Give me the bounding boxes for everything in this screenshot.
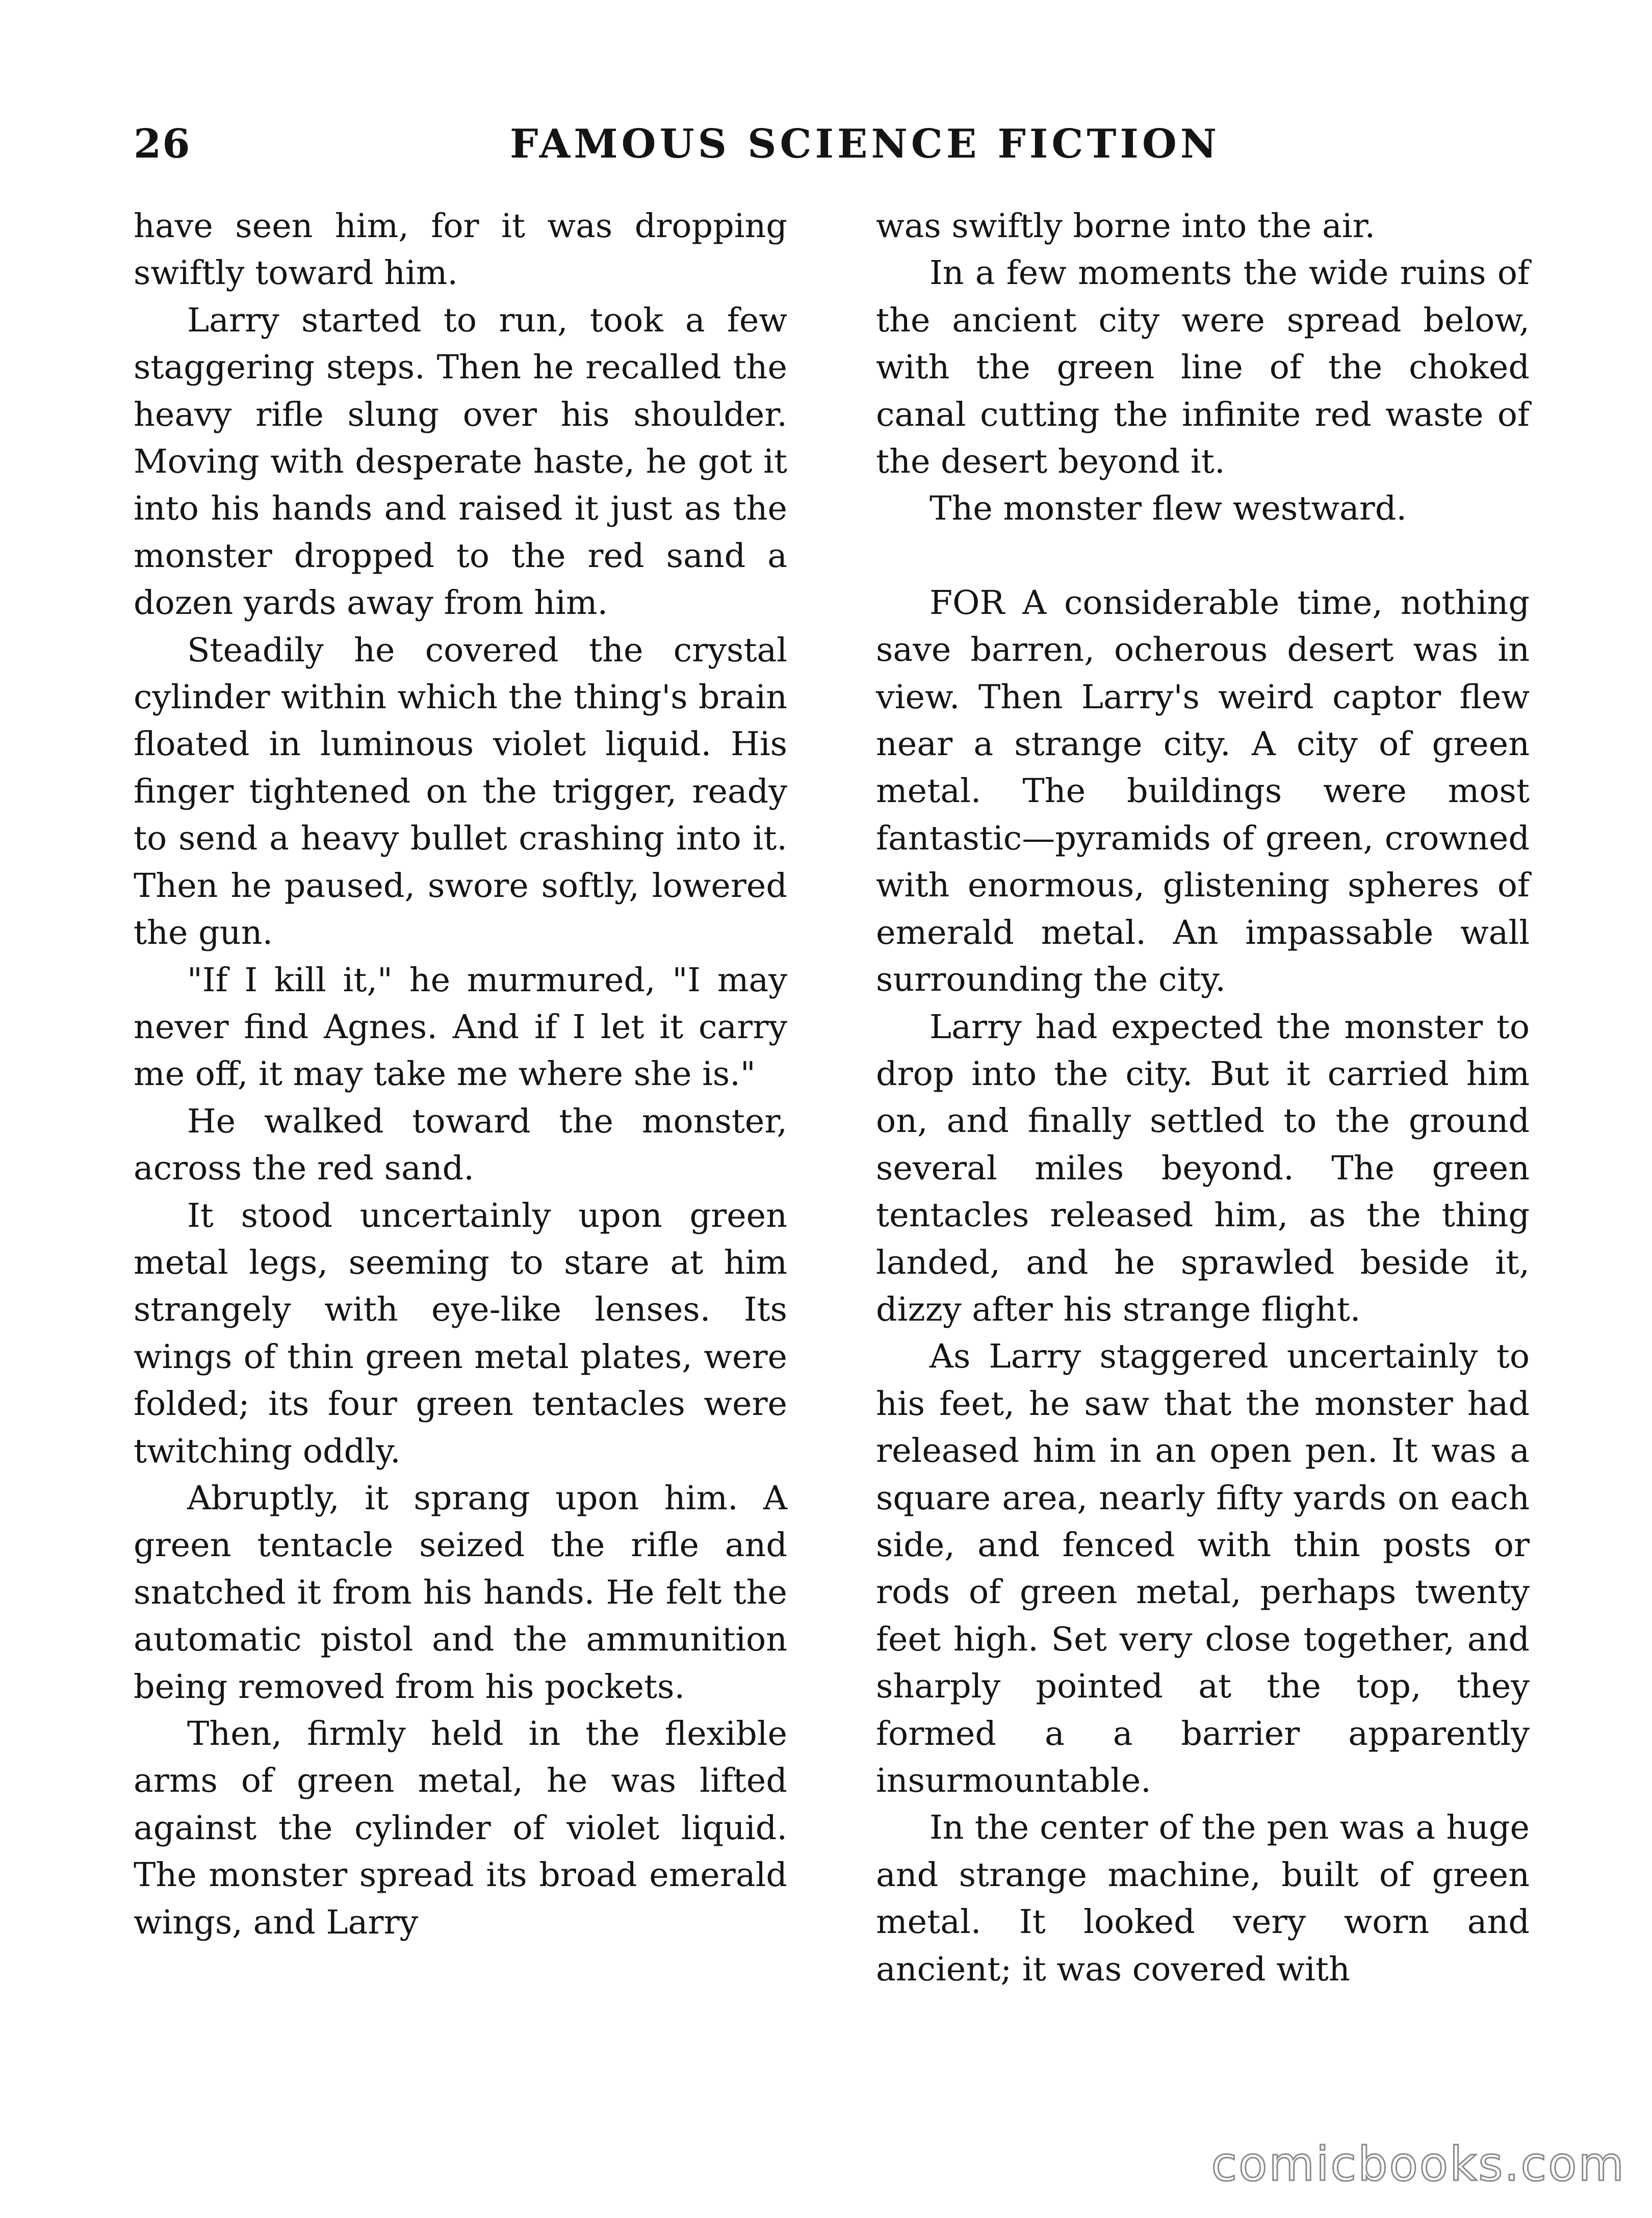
section-opening-paragraph: FOR A considerable time, nothing save barren, ocherous desert was in view. Then Larry's weird captor flew near a strange city. A city of green metal. The buildings were most fantastic—pyramids of green, crowned with enormous, glistening spheres of emerald metal. An impassable wall surrounding the city. [876, 583, 1530, 999]
left-column [134, 203, 787, 1946]
paragraph: Larry had expected the monster to drop into the city. But it carried him on, and finally settled to the ground several miles beyond. The green tentacles released him, as the thing landed, and he sprawled beside it, dizzy after his strange flight. [876, 1008, 1530, 1329]
paragraph: Abruptly, it sprang upon him. A green tentacle seized the rifle and snatched it from his hands. He felt the automatic pistol and the ammunition being removed from his pockets. [134, 1479, 787, 1706]
paragraph: "If I kill it," he murmured, "I may never find Agnes. And if I let it carry me off, it may take me where she is." [134, 961, 787, 1094]
paragraph: Steadily he covered the crystal cylinder within which the thing's brain floated in luminous violet liquid. His finger tightened on the trigger, ready to send a heavy bullet crashing into it. Then he paused, swore softly, lowered the gun. [134, 631, 787, 952]
page-number: 26 [134, 121, 191, 167]
paragraph: have seen him, for it was dropping swiftly toward him. [134, 207, 787, 293]
site-watermark: comicbooks.com [1211, 2137, 1625, 2191]
page-header [134, 116, 1529, 172]
paragraph: The monster flew westward. [930, 489, 1407, 528]
paragraph: In the center of the pen was a huge and strange machine, built of green metal. It looked very worn and ancient; it was covered with [876, 1809, 1530, 1989]
right-column [876, 203, 1530, 1993]
paragraph: He walked toward the monster, across the red sand. [134, 1102, 787, 1188]
paragraph: Then, firmly held in the flexible arms of green metal, he was lifted against the cylinder of violet liquid. The monster spread its broad emerald wings, and Larry [134, 1715, 787, 1942]
paragraph: was swiftly borne into the air. [876, 207, 1376, 245]
paragraph: In a few moments the wide ruins of the ancient city were spread below, with the green line of the choked canal cutting the infinite red waste of the desert beyond it. [876, 254, 1530, 481]
running-head: FAMOUS SCIENCE FICTION [510, 121, 1221, 167]
paragraph: It stood uncertainly upon green metal legs, seeming to stare at him strangely with eye-like lenses. Its wings of thin green metal plates, were folded; its four green tentacles were twitching oddly. [134, 1196, 787, 1471]
paragraph: As Larry staggered uncertainly to his feet, he saw that the monster had released him in an open pen. It was a square area, nearly fifty yards on each side, and fenced with thin posts or rods of green metal, perhaps twenty feet high. Set very close together, and sharply pointed at the top, they formed a a barrier apparently insurmountable. [876, 1337, 1530, 1800]
paragraph: Larry started to run, took a few staggering steps. Then he recalled the heavy rifle slung over his shoulder. Moving with desperate haste, he got it into his hands and raised it just as the monster dropped to the red sand a dozen yards away from him. [134, 301, 787, 623]
